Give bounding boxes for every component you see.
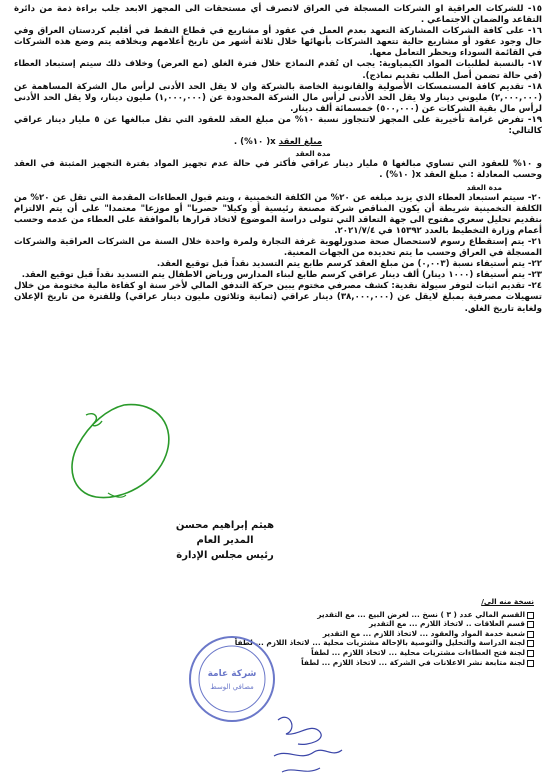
copy-item: لجنة الدراسة والتحليل والتوصية بالإحالة مشتريات محلية ... لاتخاذ اللازم ... لطفاً [244,638,534,648]
clause-19: ١٩- تفرض غرامة تأخيرية على المجهز لاتتجاوز نسبة ١٠% من مبلغ العقد للعقود التي تقل مبالغها عن ٥ مليار دينار عراقي كالتالي: [14,114,542,137]
signer-name: هيثم إبراهيم محسن [175,520,275,531]
copy-item: شعبة خدمة المواد والعقود ... لاتخاذ اللازم ... مع التقدير [244,629,534,639]
clause-15: ١٥- للشركات العراقية او الشركات المسجلة في العراق لاتصرف أي مستحقات الى المجهز الابعد جلب براءة ذمة من دائرة التقاعد والضمان الاجتماعي . [14,4,542,26]
signer-title: المدير العام [196,535,254,546]
copy-item: لجنة متابعة نشر الاعلانات في الشركة ... لاتخاذ اللازم ... لطفاً [244,658,534,668]
formula-denominator: مدة العقد [295,149,331,159]
stamp-line-2: مصافي الوسط [210,683,254,691]
copies-heading: نسخة منه الى/ [481,597,534,606]
clause-19-continued: و ١٠% للعقود التي تساوي مبالغها ٥ مليار دينار عراقي فأكثر في حالة عدم تجهيز المواد بفترة التجهيز المثبتة في العقد وحسب المعادلة : مبلغ العقد x( ١٠%) . [14,159,542,181]
clause-20: ٢٠- سيتم استبعاد العطاء الذي يزيد مبلغه عن ٢٠% من الكلفة التخمينية ، ويتم قبول العطاءات المقدمة التي تقل عن ٢٠% من الكلفة التخمينية شريطة أن يكون المناقص شركة مصنعة رئيسية أو وكيلا" حصريا" أو موزعا" معتمدا" على أن يتم الالتزام بتقديم تحليل سعري مفتوح الى جهة التعاقد التي تتولى دراسة الموضوع لاتخاذ قرارها بالموافقة على العطاء من عدمه وحسب أعمام وزارة التخطيط بالعدد ١٥٣٩٢ في ٢٠٢١/٧/٤. [14,192,542,236]
clause-22: ٢٢- يتم أستيفاء نسبة (٠,٠٠٣) من مبلغ العقد كرسم طابع يتم التسديد نقداً قبل توقيع العقد. [156,259,542,270]
copy-item: القسم المالي عدد ( ٣ ) نسخ ... لغرض البيع ... مع التقدير [244,610,534,620]
signer-title-2: رئيس مجلس الإدارة [176,550,274,561]
clause-16: ١٦- على كافة الشركات المشاركة التعهد بعدم العمل في عقود أو مشاريع في قطاع النفط في أقليم كردستان العراق وفي حال وجود عقود أو مشاريع حالية تتعهد الشركات بأنهائها خلال ثلاثة أشهر من تاريخ أعلامهم وبخلافه يتم وضع هذه الشركات في القائمة السوداء ويحظر التعامل معها. [14,26,542,59]
clause-18: ١٨- تقديم كافة المستمسكات الأصولية والقانونية الخاصة بالشركة وان لا يقل الحد الأدنى لرأس مال الشركة المساهمة عن (٢,٠٠٠,٠٠٠) مليوني دينار ولا يقل الحد الأدنى لرأس مال الشركة المحدودة عن (١,٠٠٠,٠٠٠) مليون دينار، ولا يقل الحد الأدنى لرأس مال بقية الشركات عن (٥٠٠,٠٠٠) خمسمائة ألف دينار. [14,81,542,114]
formula-numerator: مبلغ العقد [278,137,323,148]
signature-scribble [64,397,176,505]
clause-24: ٢٤- تقديم اثبات لتوفر سيولة نقدية: كشف مصرفي مختوم يبين حركة التدفق المالي لأخر سنة او كفاءة مالية مختومة من خلال تسهيلات مصرفية بمبلغ لايقل عن (٣٨,٠٠٠,٠٠٠) دينار عراقي (ثمانية وثلاثون مليون دينار عراقي) وللفترة من تاريخ الإعلان ولغاية تاريخ الغلق. [14,281,542,314]
signature-block [150,518,300,563]
formula-factor: x( ١٠%) . [233,137,276,148]
formula-denominator-2: مدة العقد [466,182,502,192]
company-stamp [186,632,278,726]
copies-list [234,597,534,667]
clause-17: ١٧- بالنسبة لطلبيات المواد الكيمياوية: يجب ان تُقدم النماذج خلال فترة الغلق (مع العرض) وخلاف ذلك سيتم إستبعاد العطاء (في حالة تضمن أصل الطلب تقديم نماذج). [14,59,542,81]
bottom-signature [268,700,348,780]
tender-conditions [14,4,542,315]
stamp-line-1: شركة عامة [207,669,257,679]
penalty-formula-1 [14,137,542,148]
clause-23: ٢٣- يتم أستيفاء (١٠٠٠ دينار) ألف دينار عراقي كرسم طابع لبناء المدارس ورياض الاطفال يتم التسديد نقداً قبل توقيع العقد. [21,270,542,281]
copy-item: قسم العلاقات .. لاتخاذ اللازم ... مع التقدير [244,619,534,629]
clause-21: ٢١- يتم إستقطاع رسوم لاستحصال صحة صدورلهوية غرفة التجارة ولمرة واحدة خلال السنة من الشركات العراقية والشركات المسجلة في العراق وحسب ما يتم تحديده من الجهات المعنية. [14,236,542,259]
copy-item: لجنة فتح العطاءات مشتريات محلية ... لاتخاذ اللازم ... لطفاً [244,648,534,658]
